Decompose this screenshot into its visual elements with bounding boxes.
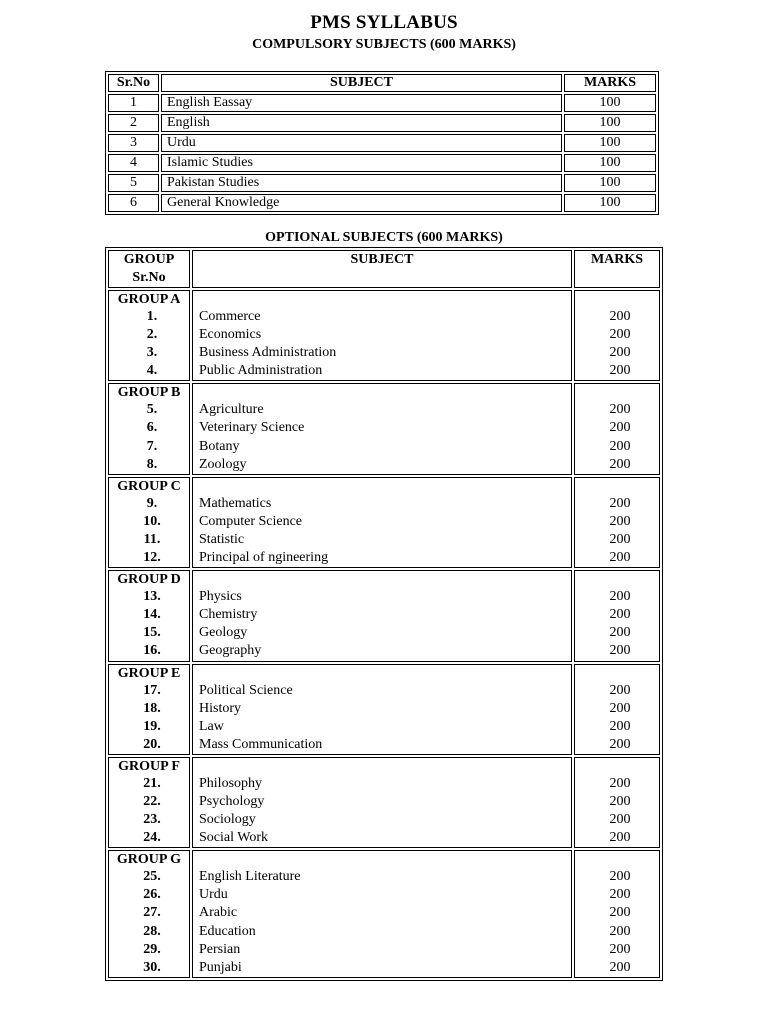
group-sr-cell [108, 477, 190, 568]
optional-subject-name: Veterinary Science [199, 420, 305, 436]
optional-marks-value: 200 [609, 830, 631, 846]
compulsory-sr-cell: 5 [108, 174, 159, 192]
optional-sr-number: 25. [143, 869, 161, 885]
optional-subject-name: Principal of ngineering [199, 550, 329, 566]
optional-subject-name: Social Work [199, 830, 268, 846]
optional-marks-value: 200 [609, 363, 631, 379]
optional-marks-value: 200 [609, 550, 631, 566]
group-marks-spacer [575, 758, 659, 775]
table-row [108, 94, 656, 112]
optional-marks-value: 200 [609, 905, 631, 921]
group-marks-spacer [575, 665, 659, 682]
optional-sr-number: 6. [146, 420, 158, 436]
optional-subject-name: Geography [199, 643, 262, 659]
optional-sr-number: 28. [143, 923, 161, 939]
compulsory-marks-cell: 100 [564, 194, 656, 212]
compulsory-sr-cell: 2 [108, 114, 159, 132]
group-label: GROUP F [118, 758, 180, 774]
page-title: PMS SYLLABUS [310, 12, 458, 33]
optional-sr-number: 5. [146, 402, 158, 418]
optional-subject-name: Physics [199, 589, 242, 605]
optional-subject-name: Philosophy [199, 775, 263, 791]
group-marks-cell [574, 290, 660, 381]
optional-sr-number: 20. [143, 736, 161, 752]
table-row [108, 114, 656, 132]
group-label: GROUP E [117, 665, 181, 681]
group-label: GROUP G [116, 852, 182, 868]
optional-marks-value: 200 [609, 959, 631, 975]
group-marks-cell [574, 477, 660, 568]
group-subject-cell [192, 383, 572, 474]
group-sr-cell [108, 570, 190, 661]
group-marks-spacer [575, 384, 659, 401]
group-subject-cell [192, 850, 572, 978]
optional-sr-number: 12. [143, 550, 161, 566]
compulsory-sr-cell: 4 [108, 154, 159, 172]
group-marks-spacer [575, 851, 659, 868]
optional-sr-number: 27. [143, 905, 161, 921]
optional-subject-name: Persian [199, 941, 241, 957]
optional-sr-number: 10. [143, 513, 161, 529]
optional-marks-value: 200 [609, 625, 631, 641]
optional-marks-value: 200 [609, 793, 631, 809]
optional-sr-number: 21. [143, 775, 161, 791]
optional-marks-value: 200 [609, 420, 631, 436]
optional-subject-name: Punjabi [199, 959, 242, 975]
optional-subject-name: Law [199, 718, 224, 734]
compulsory-marks-cell: 100 [564, 154, 656, 172]
optional-sr-number: 3. [146, 345, 158, 361]
group-row [108, 664, 660, 755]
group-label: GROUP A [117, 292, 181, 307]
optional-marks-value: 200 [609, 402, 631, 418]
optional-subject-name: Statistic [199, 531, 245, 547]
compulsory-title: COMPULSORY SUBJECTS (600 MARKS) [252, 37, 516, 52]
optional-marks-value: 200 [609, 438, 631, 454]
group-row [108, 290, 660, 381]
group-subject-cell [192, 664, 572, 755]
optional-marks-value: 200 [609, 495, 631, 511]
group-marks-cell [574, 757, 660, 848]
group-label: GROUP D [117, 572, 181, 588]
group-subject-spacer [193, 758, 571, 775]
optional-table [105, 247, 663, 981]
compulsory-sr-cell: 1 [108, 94, 159, 112]
optional-subject-name: English Literature [199, 869, 301, 885]
optional-sr-number: 17. [143, 682, 161, 698]
compulsory-marks-cell: 100 [564, 94, 656, 112]
optional-subject-name: Agriculture [199, 402, 264, 418]
group-marks-cell [574, 383, 660, 474]
group-label: GROUP B [117, 385, 181, 401]
optional-subject-name: Business Administration [199, 345, 337, 361]
compulsory-header-marks: MARKS [564, 74, 656, 92]
compulsory-subject-cell: English [161, 114, 562, 132]
optional-marks-value: 200 [609, 736, 631, 752]
group-subject-spacer [193, 571, 571, 588]
optional-subject-name: Computer Science [199, 513, 303, 529]
compulsory-sr-cell: 6 [108, 194, 159, 212]
optional-subject-name: Commerce [199, 309, 261, 324]
optional-subject-name: Political Science [199, 682, 293, 698]
optional-sr-number: 23. [143, 812, 161, 828]
group-marks-spacer [575, 478, 659, 495]
group-subject-spacer [193, 665, 571, 682]
group-subject-spacer [193, 478, 571, 495]
compulsory-header-row [108, 74, 656, 92]
optional-sr-number: 19. [143, 718, 161, 734]
optional-header-group-line1: GROUP [123, 252, 175, 267]
optional-subject-name: Education [199, 923, 256, 939]
optional-marks-value: 200 [609, 531, 631, 547]
table-row [108, 154, 656, 172]
optional-subject-name: Sociology [199, 812, 256, 828]
optional-marks-value: 200 [609, 345, 631, 361]
group-subject-spacer [193, 851, 571, 868]
optional-subject-name: Arabic [199, 905, 238, 921]
optional-marks-value: 200 [609, 456, 631, 472]
optional-marks-value: 200 [609, 869, 631, 885]
table-row [108, 134, 656, 152]
optional-marks-value: 200 [609, 309, 631, 324]
optional-table-body [108, 290, 660, 978]
group-row [108, 477, 660, 568]
optional-sr-number: 29. [143, 941, 161, 957]
optional-marks-value: 200 [609, 589, 631, 605]
table-row [108, 174, 656, 192]
table-row [108, 194, 656, 212]
optional-subject-name: Mass Communication [199, 736, 323, 752]
optional-sr-number: 26. [143, 887, 161, 903]
group-marks-spacer [575, 571, 659, 588]
optional-sr-number: 18. [143, 700, 161, 716]
compulsory-table-body [108, 94, 656, 212]
optional-subject-name: History [199, 700, 241, 716]
group-row [108, 757, 660, 848]
group-marks-cell [574, 570, 660, 661]
optional-marks-value: 200 [609, 643, 631, 659]
optional-marks-value: 200 [609, 327, 631, 343]
group-sr-cell [108, 383, 190, 474]
optional-header-subject: SUBJECT [192, 250, 572, 288]
compulsory-subject-cell: General Knowledge [161, 194, 562, 212]
group-subject-cell [192, 757, 572, 848]
compulsory-subject-cell: Urdu [161, 134, 562, 152]
optional-title: OPTIONAL SUBJECTS (600 MARKS) [265, 230, 503, 245]
optional-subject-name: Chemistry [199, 607, 258, 623]
compulsory-marks-cell: 100 [564, 134, 656, 152]
optional-sr-number: 15. [143, 625, 161, 641]
compulsory-subject-cell: Pakistan Studies [161, 174, 562, 192]
optional-marks-value: 200 [609, 700, 631, 716]
optional-subject-name: Psychology [199, 793, 265, 809]
group-subject-spacer [193, 384, 571, 401]
group-sr-cell [108, 850, 190, 978]
optional-subject-name: Mathematics [199, 495, 272, 511]
optional-marks-value: 200 [609, 941, 631, 957]
optional-sr-number: 22. [143, 793, 161, 809]
group-marks-spacer [575, 291, 659, 308]
optional-header-group [108, 250, 190, 288]
group-sr-cell [108, 664, 190, 755]
optional-marks-value: 200 [609, 607, 631, 623]
compulsory-subject-cell: Islamic Studies [161, 154, 562, 172]
optional-subject-name: Urdu [199, 887, 228, 903]
compulsory-subject-cell: English Eassay [161, 94, 562, 112]
optional-sr-number: 9. [146, 495, 158, 511]
group-row [108, 383, 660, 474]
optional-sr-number: 1. [146, 309, 158, 324]
optional-sr-number: 11. [143, 531, 161, 547]
compulsory-marks-cell: 100 [564, 174, 656, 192]
optional-header-marks: MARKS [574, 250, 660, 288]
compulsory-header-sr: Sr.No [108, 74, 159, 92]
optional-subject-name: Economics [199, 327, 262, 343]
optional-marks-value: 200 [609, 812, 631, 828]
optional-marks-value: 200 [609, 513, 631, 529]
optional-header-row [108, 250, 660, 288]
optional-marks-value: 200 [609, 682, 631, 698]
optional-sr-number: 14. [143, 607, 161, 623]
optional-header-group-line2: Sr.No [132, 270, 166, 285]
group-row [108, 850, 660, 978]
optional-subject-name: Public Administration [199, 363, 323, 379]
optional-sr-number: 30. [143, 959, 161, 975]
group-sr-cell [108, 290, 190, 381]
optional-subject-name: Geology [199, 625, 248, 641]
optional-marks-value: 200 [609, 775, 631, 791]
optional-sr-number: 13. [143, 589, 161, 605]
group-subject-cell [192, 477, 572, 568]
group-row [108, 570, 660, 661]
group-subject-cell [192, 290, 572, 381]
optional-subject-name: Botany [199, 438, 240, 454]
optional-marks-value: 200 [609, 718, 631, 734]
optional-marks-value: 200 [609, 887, 631, 903]
group-marks-cell [574, 850, 660, 978]
optional-subject-name: Zoology [199, 456, 247, 472]
group-marks-cell [574, 664, 660, 755]
optional-sr-number: 24. [143, 830, 161, 846]
group-label: GROUP C [117, 478, 181, 494]
optional-sr-number: 4. [146, 363, 158, 379]
group-subject-cell [192, 570, 572, 661]
group-sr-cell [108, 757, 190, 848]
optional-sr-number: 16. [143, 643, 161, 659]
compulsory-sr-cell: 3 [108, 134, 159, 152]
group-subject-spacer [193, 291, 571, 308]
compulsory-header-subject: SUBJECT [161, 74, 562, 92]
optional-sr-number: 2. [146, 327, 158, 343]
compulsory-marks-cell: 100 [564, 114, 656, 132]
compulsory-table [105, 71, 659, 215]
optional-sr-number: 7. [146, 438, 158, 454]
optional-sr-number: 8. [146, 456, 158, 472]
optional-marks-value: 200 [609, 923, 631, 939]
